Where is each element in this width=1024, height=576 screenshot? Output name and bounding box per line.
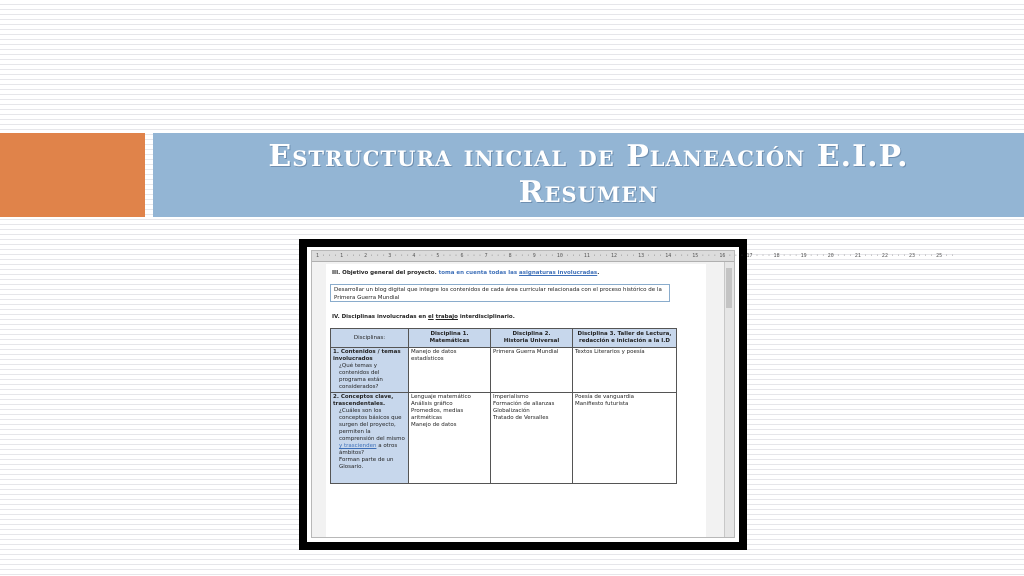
objective-heading (332, 270, 702, 276)
row-head-sub-link[interactable]: y trascienden (339, 443, 377, 449)
row-head-contenidos (331, 348, 409, 393)
orange-accent-block (0, 133, 145, 217)
table-cell[interactable]: Manejo de datos estadísticos (409, 348, 491, 393)
slide-title-line1: Estructura inicial de Planeación E.I.P. (268, 139, 909, 174)
document-page (326, 264, 706, 537)
disciplines-heading-und1: el (428, 314, 434, 320)
header-discipline-3: Disciplina 3. Taller de Lectura, redacción e iniciación a la I.D (573, 329, 677, 348)
table-cell[interactable]: Imperialismo Formación de alianzas Globalización Tratado de Versalles (491, 393, 573, 484)
row-head-sub-text: ¿Cuáles son los conceptos básicos que surgen del proyecto, permiten la comprensión del mismo (339, 408, 405, 442)
table-cell[interactable]: Lenguaje matemático Análisis gráfico Promedios, medias aritméticas Manejo de datos (409, 393, 491, 484)
header-discipline-2: Disciplina 2. Historia Universal (491, 329, 573, 348)
objective-heading-link[interactable]: asignaturas involucradas (519, 270, 598, 276)
horizontal-ruler: 1 · · · 1 · · · 2 · · · 3 · · · 4 · · · 5 · · · 6 · · · 7 · · · 8 · · · 9 · · · 10 · · · 11 · · · 12 · · · 13 · · · 14 · · · 15 · · · 16 · · · 17 · · · 18 · · · 19 · · · 20 · · · 21 · · · 22 · · · 23 · · · 25 · · (312, 251, 734, 262)
header-disciplinas: Disciplinas: (331, 329, 409, 348)
table-cell[interactable]: Primera Guerra Mundial (491, 348, 573, 393)
disciplines-heading (332, 314, 702, 320)
row-head-sub-text2: a otros ámbitos? (339, 443, 398, 456)
table-header-row (331, 329, 677, 348)
table-row (331, 393, 677, 484)
disciplines-heading-und2: trabajo (435, 314, 458, 320)
slide-title-line2: Resumen (518, 175, 659, 210)
table-cell[interactable]: Textos Literarios y poesía (573, 348, 677, 393)
row-head-sub: ¿Qué temas y contenidos del programa están considerados? (339, 363, 383, 390)
objective-heading-end: . (597, 270, 600, 276)
table-cell[interactable]: Poesía de vanguardia Manifiesto futurista (573, 393, 677, 484)
disciplines-table (330, 328, 677, 484)
row-head-conceptos (331, 393, 409, 484)
row-head-sub-text3: Forman parte de un Glosario. (339, 457, 394, 470)
table-row (331, 348, 677, 393)
frame-inner (307, 247, 955, 542)
row-head-title: 2. Conceptos clave, trascendentales. (333, 394, 394, 407)
objective-text-box[interactable]: Desarrollar un blog digital que integre los contenidos de cada área curricular relacionada con el proceso histórico de la Primera Guerra Mundial (330, 284, 670, 302)
vertical-scrollbar[interactable] (724, 262, 734, 537)
document-screenshot-frame (299, 239, 955, 550)
disciplines-heading-suffix: interdisciplinario. (457, 314, 515, 320)
document-window (311, 250, 955, 538)
disciplines-heading-prefix: IV. Disciplinas involucradas en (332, 314, 427, 320)
title-band (153, 133, 1024, 217)
scroll-thumb[interactable] (726, 268, 732, 308)
row-head-sub (333, 408, 406, 471)
row-head-title: 1. Contenidos / temas involucrados (333, 349, 401, 362)
header-discipline-1: Disciplina 1. Matemáticas (409, 329, 491, 348)
objective-heading-prefix: III. Objetivo general del proyecto. (332, 270, 437, 276)
objective-heading-blue: toma en cuenta todas las (438, 270, 518, 276)
